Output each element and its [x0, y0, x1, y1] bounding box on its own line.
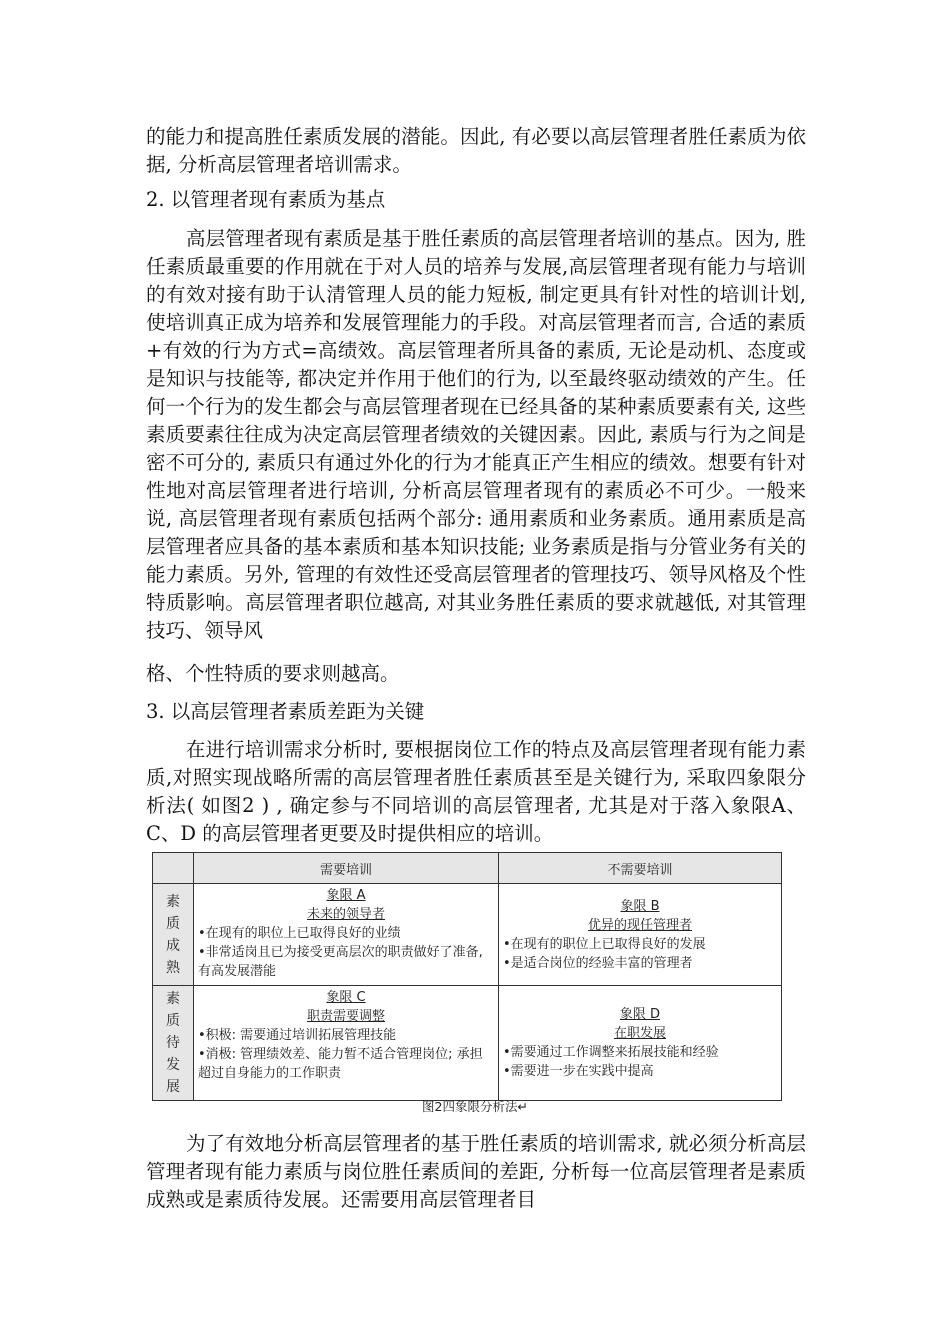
- quadrant-c-title: 职责需要调整: [306, 1009, 385, 1024]
- four-quadrant-table: [152, 852, 782, 1101]
- figure-caption: 图2四象限分析法↵: [422, 1099, 528, 1114]
- row-header-developing-text: 素质待发展: [166, 991, 180, 1095]
- col-header-need-training: 需要培训: [194, 853, 499, 884]
- quadrant-d-item: •需要通过工作调整来拓展技能和经验: [503, 1045, 719, 1060]
- quadrant-d: [499, 986, 782, 1101]
- quadrant-a-label: 象限 A: [326, 888, 366, 903]
- quadrant-a-item: •非常适岗且已为接受更高层次的职责做好了准备, 有高发展潜能: [198, 945, 483, 979]
- paragraph-existing-quality: 高层管理者现有素质是基于胜任素质的高层管理者培训的基点。因为, 胜任素质最重要的作用就在于对人员的培养与发展,高层管理者现有能力与培训的有效对接有助于认清管理人员的能力短板, 制定更具有针对性的培训计划, 使培训真正成为培养和发展管理能力的手段。对高层管理者而言, 合适的素质+有效的行为方式=高绩效。高层管理者所具备的素质, 无论是动机、态度或是知识与技能等, 都决定并作用于他们的行为, 以至最终驱动绩效的产生。任何一个行为的发生都会与高层管理者现在已经具备的某种素质要素有关, 这些素质要素往往成为决定高层管理者绩效的关键因素。因此, 素质与行为之间是密不可分的, 素质只有通过外化的行为才能真正产生相应的绩效。想要有针对性地对高层管理者进行培训, 分析高层管理者现有的素质必不可少。一般来说, 高层管理者现有素质包括两个部分: 通用素质和业务素质。通用素质是高层管理者应具备的基本素质和基本知识技能; 业务素质是指与分管业务有关的能力素质。另外, 管理的有效性还受高层管理者的管理技巧、领导风格及个性特质影响。高层管理者职位越高, 对其业务胜任素质的要求就越低, 对其管理技巧、领导风: [146, 227, 806, 642]
- quadrant-a: [194, 884, 499, 986]
- quadrant-b-item: •是适合岗位的经验丰富的管理者: [503, 955, 693, 971]
- paragraph-continued: 的能力和提高胜任素质发展的潜能。因此, 有必要以高层管理者胜任素质为依据, 分析高层管理者培训需求。: [146, 125, 806, 176]
- quadrant-c-item: •积极: 需要通过培训拓展管理技能: [198, 1028, 397, 1043]
- corner-cell: [153, 853, 194, 884]
- row-header-developing: [153, 986, 194, 1101]
- quadrant-b: [499, 884, 782, 986]
- paragraph-training-needs: 为了有效地分析高层管理者的基于胜任素质的培训需求, 就必须分析高层管理者现有能力素质与岗位胜任素质间的差距, 分析每一位高层管理者是素质成熟或是素质待发展。还需要用高层管理者目: [146, 1132, 806, 1211]
- quadrant-b-label: 象限 B: [620, 898, 660, 914]
- quadrant-c-label: 象限 C: [326, 990, 366, 1005]
- quadrant-d-title: 在职发展: [613, 1026, 666, 1041]
- col-header-no-training: 不需要培训: [499, 853, 782, 884]
- quadrant-b-item: •在现有的职位上已取得良好的发展: [503, 936, 706, 952]
- quadrant-d-label: 象限 D: [619, 1007, 661, 1022]
- quadrant-a-title: 未来的领导者: [306, 907, 385, 922]
- section-heading-3: 3. 以高层管理者素质差距为关键: [146, 700, 425, 723]
- row-header-mature: [153, 884, 194, 986]
- quadrant-b-title: 优异的现任管理者: [587, 917, 692, 933]
- four-quadrant-figure: [152, 852, 782, 1095]
- paragraph-continued-2: 格、个性特质的要求则越高。: [146, 662, 400, 685]
- quadrant-c: [194, 986, 499, 1101]
- row-header-mature-text: 素质成熟: [166, 893, 180, 976]
- section-heading-2: 2. 以管理者现有素质为基点: [146, 188, 386, 211]
- quadrant-d-item: •需要进一步在实践中提高: [503, 1064, 654, 1079]
- quadrant-c-item: •消极: 管理绩效差、能力暂不适合管理岗位; 承担超过自身能力的工作职责: [198, 1047, 483, 1081]
- paragraph-quality-gap: 在进行培训需求分析时, 要根据岗位工作的特点及高层管理者现有能力素质,对照实现战略所需的高层管理者胜任素质甚至是关键行为, 采取四象限分析法( 如图2 ) , 确定参与不同培训的高层管理者, 尤其是对于落入象限A、C、D 的高层管理者更要及时提供相应的培训。: [146, 738, 806, 845]
- quadrant-a-item: •在现有的职位上已取得良好的业绩: [198, 926, 401, 941]
